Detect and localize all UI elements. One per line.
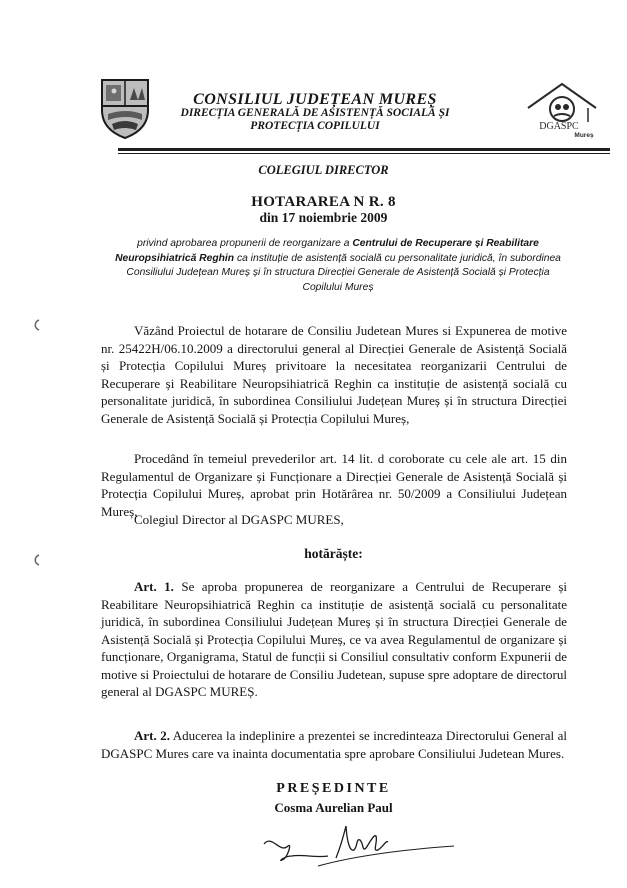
article-1-label: Art. 1. [134, 579, 174, 594]
scan-mark-icon [32, 554, 41, 566]
decision-subject [112, 237, 564, 295]
scan-mark-icon [32, 319, 41, 331]
subject-center-name: Centrului de Recuperare și Reabilitare Neuropsihiatrică Reghin [115, 238, 539, 264]
subject-text-2: ca instituție de asistență socială cu personalitate juridică, în subordinea Consiliului Județean Mureș și în structura Direcției Generale de Asistență Socială și Protecția Copilului Mureș [126, 252, 561, 293]
dgaspc-logo [522, 78, 600, 140]
collegium-heading: COLEGIUL DIRECTOR [258, 163, 389, 177]
article-1 [101, 578, 567, 701]
decision-date: din 17 noiembrie 2009 [259, 210, 388, 225]
paragraph-2-text: Procedând în temeiul prevederilor art. 14 lit. d coroborate cu cele ale art. 15 din Regulamentul de Organizare și Funcționare a Direcției Generale de Asistență Socială și Protecția Copilului Mureș, aprobat prin Hotărârea nr. 50/2009 a Consiliului Județean Mureș, [101, 451, 567, 519]
article-1-text: Se aproba propunerea de reorganizare a Centrului de Recuperare și Reabilitare Neuropsihiatrică Reghin ca instituție de asistență socială cu personalitate juridică, în subordinea Consiliului Județean Mureș și în structura Direcției Generale de Asistență Socială și Protecția Copilului Mureș, ce va avea Regulamentul de organizare și funcționare, Organigrama, Statul de funcții si Consiliul consultativ conform Expunerii de motive si Proiectului de hotarare de Consiliu Judetean, supuse spre adoptare de directorul general al DGASPC MUREȘ. [101, 579, 567, 699]
directorate-line-2: PROTECȚIA COPILULUI [250, 120, 380, 132]
header-divider-thin [118, 153, 610, 154]
paragraph-considering [101, 322, 567, 427]
subject-text-1: privind aprobarea propunerii de reorganizare a [137, 238, 353, 249]
president-name: Cosma Aurelian Paul [274, 800, 393, 815]
president-title: PREȘEDINTE [276, 781, 391, 796]
house-emblem-icon [522, 78, 600, 140]
logo-subtext: Mureș [574, 132, 594, 139]
paragraph-issuer [101, 511, 567, 529]
paragraph-3-text: Colegiul Director al DGASPC MURES, [134, 512, 344, 527]
logo-text: DGASPC [539, 121, 579, 132]
article-2 [101, 727, 567, 762]
header-divider-thick [118, 148, 610, 151]
council-name: CONSILIUL JUDEȚEAN MUREȘ [193, 91, 437, 108]
county-coat-of-arms-icon [100, 76, 150, 140]
paragraph-1-text: Văzând Proiectul de hotarare de Consiliu Judetean Mures si Expunerea de motive nr. 25422H/06.10.2009 a directorului general al Direcției Generale de Asistență Socială și Protecția Copilului Mureș privitoare la necesitatea reorganizarii Centrului de Recuperare și Reabilitare Neuropsihiatrică Reghin ca instituție de asistență socială cu personalitate juridică, în subordinea Consiliului Județean Mureș și în structura Direcției Generale de Asistență Socială și Protecția Copilului Mureș, [101, 323, 567, 426]
article-2-label: Art. 2. [134, 728, 170, 743]
handwritten-signature [258, 820, 458, 870]
resolves-heading: hotărăște: [304, 546, 363, 561]
article-2-text: Aducerea la indeplinire a prezentei se incredinteaza Directorului General al DGASPC Mures care va inainta documentatia spre aprobare Consiliului Judetean Mures. [101, 728, 567, 761]
directorate-line-1: DIRECȚIA GENERALĂ DE ASISTENȚĂ SOCIALĂ ȘI [180, 107, 450, 119]
decision-title: HOTARAREA N R. 8 [251, 194, 396, 210]
directorate-name [150, 107, 480, 133]
paragraph-legal-basis [101, 450, 567, 520]
